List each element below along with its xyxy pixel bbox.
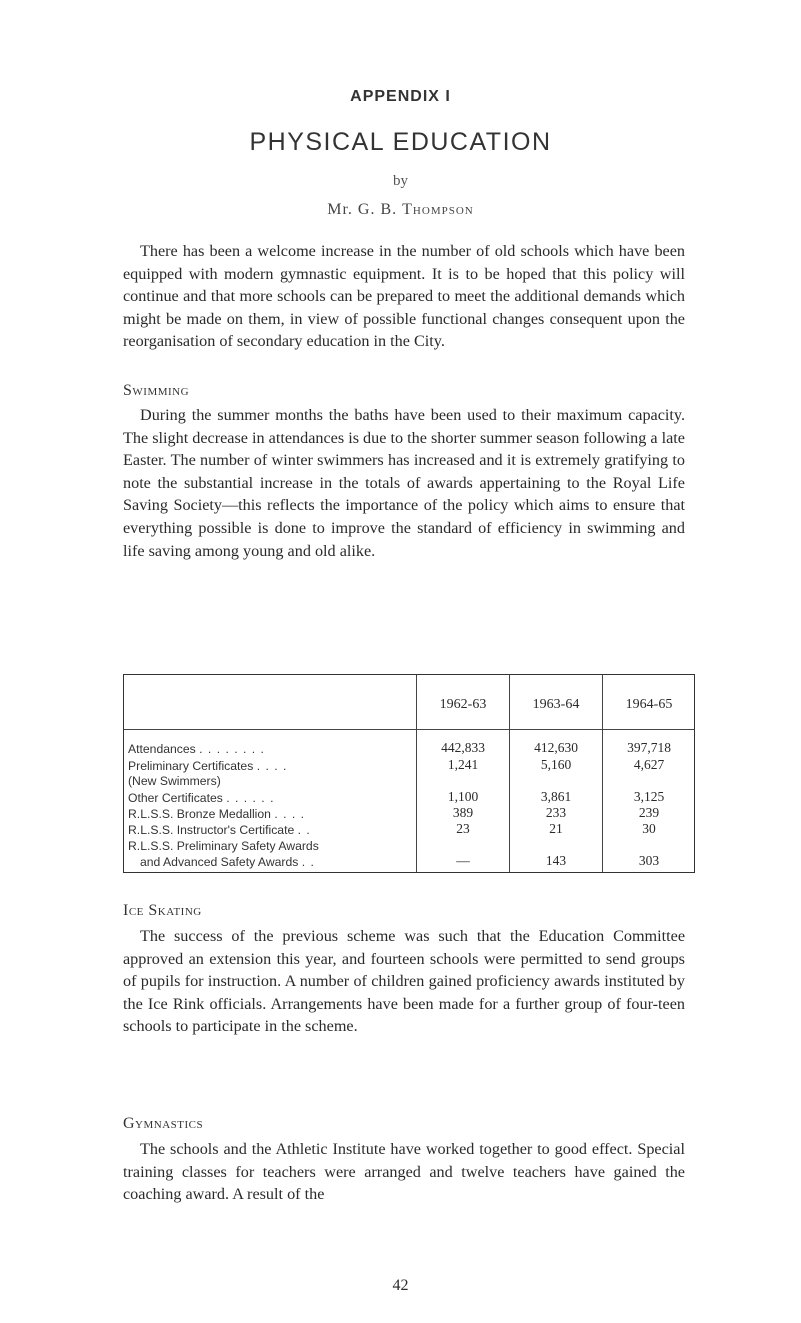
swimming-heading: Swimming — [123, 382, 190, 399]
ice-skating-heading: Ice Skating — [123, 902, 202, 919]
table-cell: 239 — [638, 805, 660, 820]
table-cell: 303 — [638, 853, 660, 868]
table-column-divider — [602, 675, 603, 872]
gymnastics-heading: Gymnastics — [123, 1115, 204, 1132]
table-cell: 30 — [642, 821, 656, 836]
table-row-label-continued: and Advanced Safety Awards . . — [140, 855, 315, 869]
table-header-year: 1962-63 — [439, 697, 487, 712]
table-header-year: 1963-64 — [532, 697, 580, 712]
author-prefix: Mr. G. B. — [327, 201, 398, 218]
table-cell: 442,833 — [441, 740, 485, 755]
table-row-label: Other Certificates . . . . . . — [128, 791, 275, 805]
table-cell: 1,241 — [447, 757, 479, 772]
table-cell: 389 — [452, 805, 474, 820]
gymnastics-paragraph: The schools and the Athletic Institute have worked together to good effect. Special training classes for teachers were arranged and twelve teachers have gained the coaching award. A result of the — [123, 1140, 685, 1204]
swimming-statistics-table — [123, 674, 695, 873]
appendix-label: APPENDIX I — [350, 88, 451, 105]
table-row-label-continued: (New Swimmers) — [128, 774, 221, 788]
page-title: PHYSICAL EDUCATION — [249, 128, 552, 156]
byline-by: by — [393, 173, 408, 189]
table-header-year: 1964-65 — [625, 697, 673, 712]
table-cell: 143 — [545, 853, 567, 868]
table-cell: 4,627 — [633, 757, 665, 772]
table-row-label: Attendances . . . . . . . . — [128, 742, 265, 756]
author-name — [0, 201, 801, 219]
table-row-label: Preliminary Certificates . . . . — [128, 759, 288, 773]
table-row-label: R.L.S.S. Bronze Medallion . . . . — [128, 807, 306, 821]
table-row-label: R.L.S.S. Instructor's Certificate . . — [128, 823, 311, 837]
table-cell: 23 — [456, 821, 470, 836]
ice-skating-paragraph: The success of the previous scheme was such that the Education Committee approved an extension this year, and fourteen schools were permitted to send groups of pupils for instruction. A number of children gained proficiency awards instituted by the Ice Rink officials. Arrangements have been made for a further group of four-teen schools to participate in the scheme. — [123, 927, 685, 1036]
table-cell: 233 — [545, 805, 567, 820]
table-cell: 3,861 — [540, 789, 572, 804]
table-cell: 5,160 — [540, 757, 572, 772]
table-row-label: R.L.S.S. Preliminary Safety Awards — [128, 839, 319, 853]
swimming-paragraph: During the summer months the baths have been used to their maximum capacity. The slight decrease in attendances is due to the shorter summer season following a late Easter. The number of winter swimmers has increased and it is extremely gratifying to note the substantial increase in the totals of awards appertaining to the Royal Life Saving Society—this reflects the importance of the policy which aims to ensure that everything possible is done to improve the standard of efficiency in swimming and life saving among young and old alike. — [123, 406, 685, 560]
table-cell: 21 — [549, 821, 563, 836]
table-column-divider — [509, 675, 510, 872]
table-cell: 3,125 — [633, 789, 665, 804]
table-cell: — — [456, 853, 470, 868]
table-header-divider — [124, 729, 694, 730]
table-cell: 397,718 — [627, 740, 671, 755]
table-column-divider — [416, 675, 417, 872]
table-cell: 412,630 — [534, 740, 578, 755]
intro-paragraph: There has been a welcome increase in the number of old schools which have been equipped with modern gymnastic equipment. It is to be hoped that this policy will continue and that more schools can be prepared to meet the additional demands which might be made on them, in view of possible functional changes consequent upon the reorganisation of secondary education in the City. — [123, 242, 685, 351]
author-surname: Thompson — [402, 201, 474, 218]
page-number: 42 — [392, 1277, 409, 1294]
table-cell: 1,100 — [447, 789, 479, 804]
